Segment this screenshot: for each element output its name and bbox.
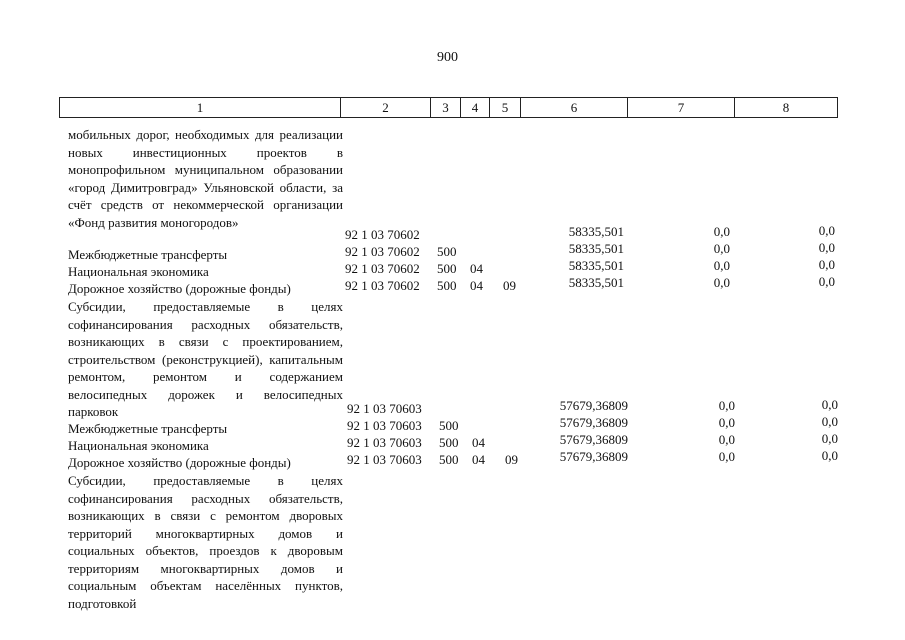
table-row-col6: 57679,36809 xyxy=(559,449,628,464)
table-row-description: Межбюджетные трансферты xyxy=(68,247,228,262)
page-number: 900 xyxy=(437,50,458,65)
table-row-code: 92 1 03 70602 xyxy=(345,244,420,259)
table-row-col8: 0,0 xyxy=(821,397,838,412)
table-row-col8: 0,0 xyxy=(821,431,838,446)
table-row-col6: 57679,36809 xyxy=(559,432,628,447)
table-row-description: Межбюджетные трансферты xyxy=(68,421,228,436)
table-row-col6: 58335,501 xyxy=(568,224,624,239)
table-row-code: 92 1 03 70603 xyxy=(347,435,422,450)
table-row-description: Дорожное хозяйство (дорожные фонды) xyxy=(68,455,291,470)
table-row-description: Субсидии, предоставляемые в целях софинансирования расходных обязательств, возникающих в связи с проектированием, строительством (реконструкцией), капитальным ремонтом, ремонтом и содержанием велосипедных дорожек и велосипедных парковок xyxy=(68,299,343,419)
column-header-6: 6 xyxy=(520,97,628,118)
table-row-code: 92 1 03 70603 xyxy=(347,418,422,433)
table-row-col7: 0,0 xyxy=(718,432,735,447)
table-row-col8: 0,0 xyxy=(818,274,835,289)
table-row-section: 04 xyxy=(472,435,485,450)
column-header-1: 1 xyxy=(59,97,341,118)
table-row-sub: 500 xyxy=(439,452,459,467)
table-row-description: Субсидии, предоставляемые в целях софинансирования расходных обязательств, возникающих в связи с ремонтом дворовых территорий многоквартирных домов и социальных объектов, проездов к дворовым территориям многоквартирных домов и социальным объектам населённых пунктов, подготовкой xyxy=(68,473,343,611)
column-header-3: 3 xyxy=(430,97,461,118)
table-row-col6: 58335,501 xyxy=(568,275,624,290)
column-header-2: 2 xyxy=(340,97,431,118)
column-header-4: 4 xyxy=(460,97,490,118)
table-row-section: 04 xyxy=(470,278,483,293)
table-row-col8: 0,0 xyxy=(821,414,838,429)
table-row-sub: 500 xyxy=(437,261,457,276)
table-row-sub: 500 xyxy=(437,278,457,293)
table-row-col8: 0,0 xyxy=(818,240,835,255)
table-row-description: Дорожное хозяйство (дорожные фонды) xyxy=(68,281,291,296)
table-header xyxy=(59,97,838,118)
table-row-col6: 58335,501 xyxy=(568,241,624,256)
table-row-col7: 0,0 xyxy=(713,224,730,239)
table-row-description: Национальная экономика xyxy=(68,264,209,279)
table-row-subsection: 09 xyxy=(505,452,518,467)
table-row-col7: 0,0 xyxy=(718,449,735,464)
table-row-subsection: 09 xyxy=(503,278,516,293)
table-row-col6: 57679,36809 xyxy=(559,415,628,430)
table-row-col7: 0,0 xyxy=(713,258,730,273)
column-header-5: 5 xyxy=(489,97,521,118)
table-row-col7: 0,0 xyxy=(713,275,730,290)
table-row-code: 92 1 03 70602 xyxy=(345,227,420,242)
table-row-code: 92 1 03 70603 xyxy=(347,401,422,416)
table-row-section: 04 xyxy=(470,261,483,276)
table-row-col7: 0,0 xyxy=(718,398,735,413)
table-row-section: 04 xyxy=(472,452,485,467)
table-row-code: 92 1 03 70603 xyxy=(347,452,422,467)
table-row-col6: 57679,36809 xyxy=(559,398,628,413)
table-row-col6: 58335,501 xyxy=(568,258,624,273)
table-row-col8: 0,0 xyxy=(818,223,835,238)
table-row-description: мобильных дорог, необходимых для реализации новых инвестиционных проектов в монопрофильном муниципальном образовании «город Димитровград» Ульяновской области, за счёт средств от некоммерческой организации «Фонд развития моногородов» xyxy=(68,127,343,230)
table-row-sub: 500 xyxy=(437,244,457,259)
table-row-col8: 0,0 xyxy=(821,448,838,463)
table-row-col7: 0,0 xyxy=(718,415,735,430)
table-row-col7: 0,0 xyxy=(713,241,730,256)
table-row-code: 92 1 03 70602 xyxy=(345,278,420,293)
column-header-7: 7 xyxy=(627,97,735,118)
table-row-sub: 500 xyxy=(439,418,459,433)
table-row-sub: 500 xyxy=(439,435,459,450)
table-row-description: Национальная экономика xyxy=(68,438,209,453)
table-row-code: 92 1 03 70602 xyxy=(345,261,420,276)
column-header-8: 8 xyxy=(734,97,838,118)
table-row-col8: 0,0 xyxy=(818,257,835,272)
